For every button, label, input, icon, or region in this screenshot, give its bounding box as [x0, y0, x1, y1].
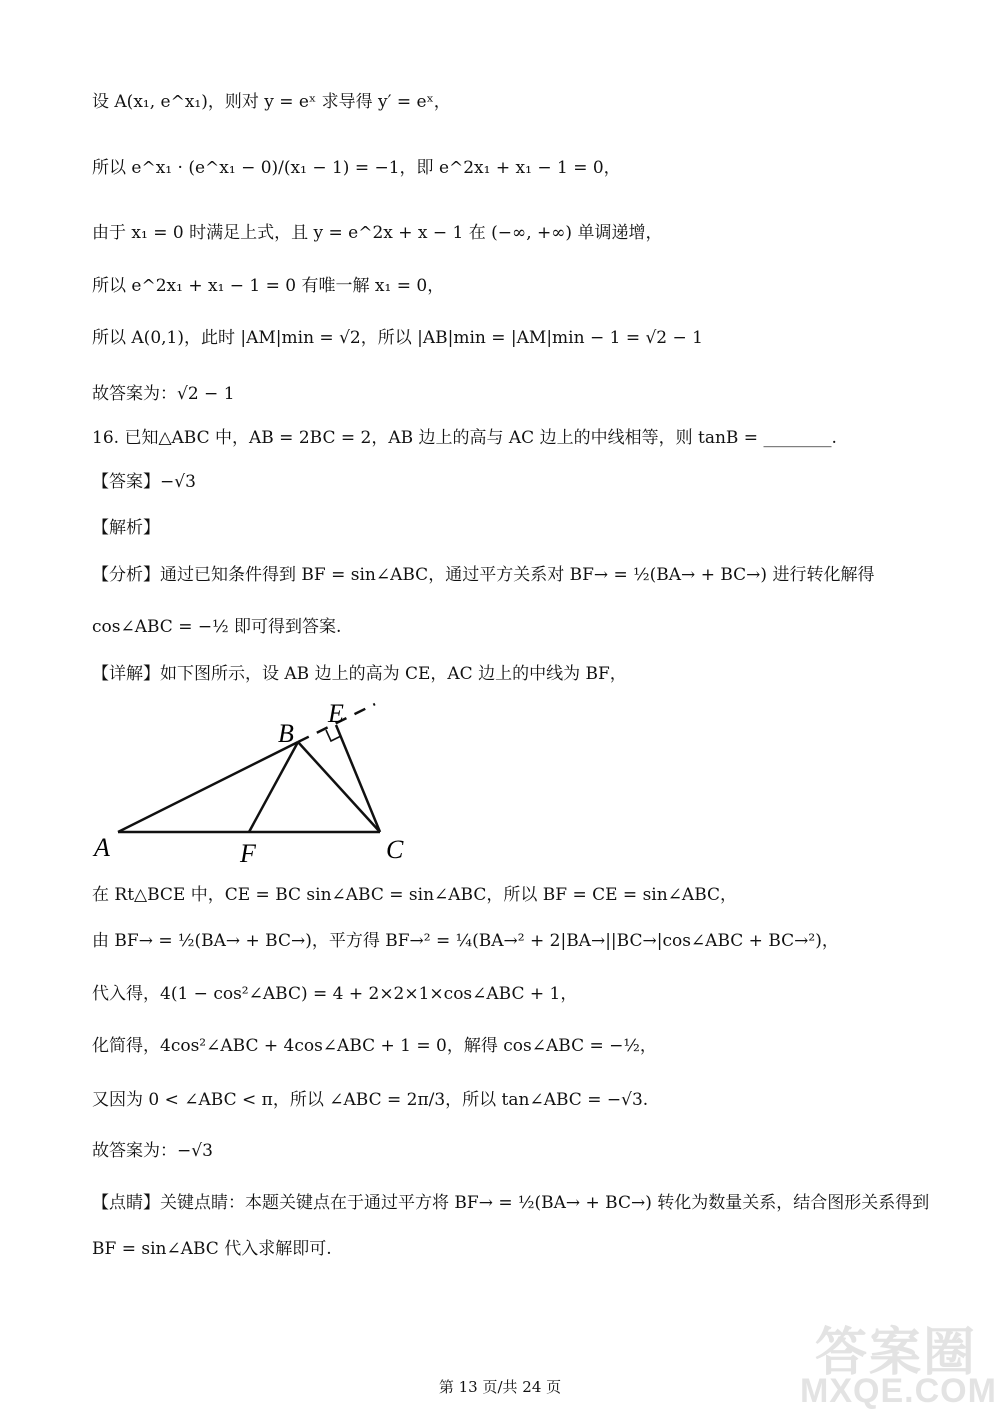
analysis-heading: 【解析】 — [92, 518, 160, 538]
watermark-site: MXQE.COM — [800, 1372, 997, 1410]
text-line: 故答案为：−√3 — [92, 1141, 213, 1161]
label-b: B — [278, 719, 294, 748]
label-e: E — [328, 699, 344, 728]
segment-bc — [298, 742, 380, 832]
page-footer: 第 13 页/共 24 页 — [438, 1378, 562, 1396]
text-line: cos∠ABC = −½ 即可得到答案. — [92, 617, 342, 637]
text-line: 所以 A(0,1)，此时 |AM|min = √2，所以 |AB|min = |AM|min − 1 = √2 − 1 — [92, 328, 703, 348]
text-line: 由 BF→ = ½(BA→ + BC→)，平方得 BF→² = ¼(BA→² + 2|BA→||BC→|cos∠ABC + BC→²)， — [92, 931, 839, 951]
text-line: 在 Rt△BCE 中，CE = BC sin∠ABC = sin∠ABC，所以 BF = CE = sin∠ABC， — [92, 885, 738, 905]
text-line: 【点睛】关键点睛：本题关键点在于通过平方将 BF→ = ½(BA→ + BC→) 转化为数量关系，结合图形关系得到 — [92, 1193, 930, 1213]
segment-ab — [118, 742, 298, 832]
segment-ce — [336, 725, 380, 832]
text-line: BF = sin∠ABC 代入求解即可. — [92, 1239, 332, 1259]
text-line: 故答案为：√2 − 1 — [92, 384, 235, 404]
watermark-logo: 答案圈 — [815, 1324, 978, 1382]
text-line: 设 A(x₁, e^x₁)，则对 y = eˣ 求导得 y′ = eˣ， — [92, 92, 451, 112]
question-16: 16. 已知△ABC 中，AB = 2BC = 2，AB 边上的高与 AC 边上的中线相等，则 tanB = ________. — [92, 428, 837, 448]
label-f: F — [240, 839, 256, 868]
triangle-diagram — [80, 690, 404, 870]
answer-line: 【答案】−√3 — [92, 472, 196, 492]
label-a: A — [94, 833, 110, 862]
text-line: 由于 x₁ = 0 时满足上式，且 y = e^2x + x − 1 在 (−∞, +∞) 单调递增， — [92, 223, 663, 243]
text-line: 所以 e^x₁ · (e^x₁ − 0)/(x₁ − 1) = −1，即 e^2x₁ + x₁ − 1 = 0， — [92, 158, 621, 178]
text-line: 又因为 0 < ∠ABC < π，所以 ∠ABC = 2π/3，所以 tan∠ABC = −√3. — [92, 1090, 649, 1110]
text-line: 代入得，4(1 − cos²∠ABC) = 4 + 2×2×1×cos∠ABC + 1， — [92, 984, 578, 1004]
label-c: C — [386, 835, 404, 864]
text-line: 【分析】通过已知条件得到 BF = sin∠ABC，通过平方关系对 BF→ = ½(BA→ + BC→) 进行转化解得 — [92, 565, 875, 585]
text-line: 【详解】如下图所示，设 AB 边上的高为 CE，AC 边上的中线为 BF， — [92, 664, 627, 684]
text-line: 化简得，4cos²∠ABC + 4cos∠ABC + 1 = 0，解得 cos∠ABC = −½， — [92, 1036, 657, 1056]
text-line: 所以 e^2x₁ + x₁ − 1 = 0 有唯一解 x₁ = 0， — [92, 276, 445, 296]
